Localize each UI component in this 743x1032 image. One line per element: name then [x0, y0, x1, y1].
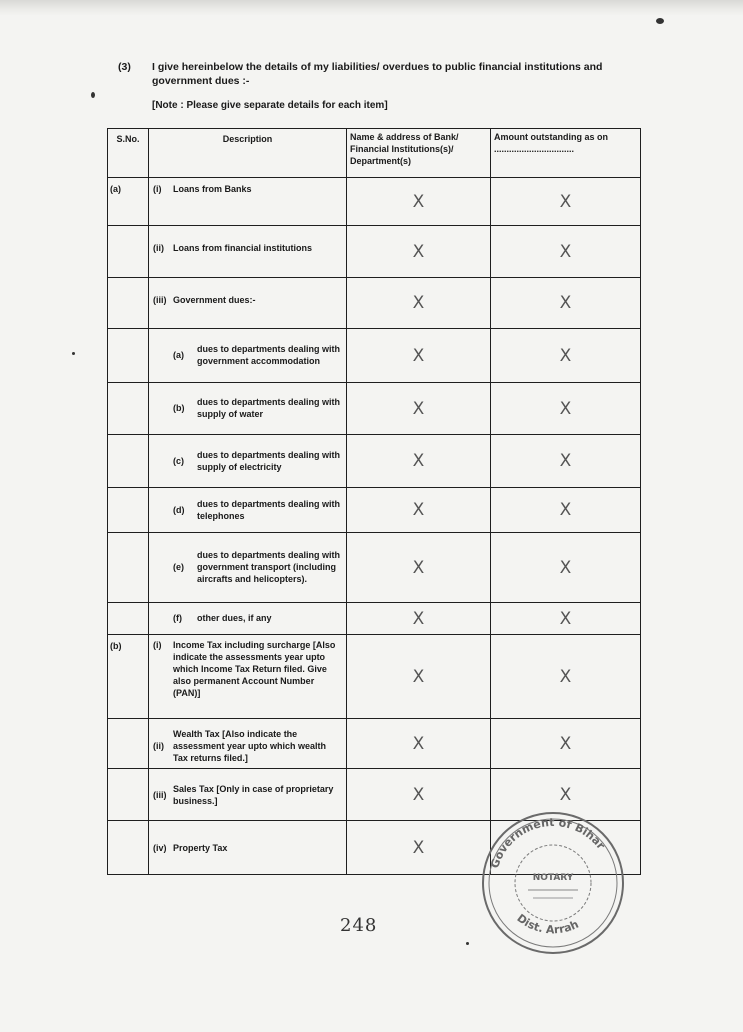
row-sno — [108, 488, 149, 533]
amount-cross-mark: X — [491, 603, 641, 635]
row-description — [149, 488, 347, 533]
bank-cross-mark: X — [347, 603, 491, 635]
svg-text:NOTARY: NOTARY — [532, 873, 574, 883]
scan-speck — [656, 18, 664, 24]
row-letter: (c) — [173, 455, 184, 466]
row-desc-text: dues to departments dealing with supply of water — [197, 397, 341, 419]
table-row — [108, 435, 641, 488]
table-row — [108, 719, 641, 769]
row-sno — [108, 435, 149, 488]
amount-cross-mark: X — [491, 719, 641, 769]
scan-speck — [72, 352, 75, 355]
page-number: 248 — [340, 915, 378, 936]
row-sno: (b) — [108, 635, 149, 719]
bank-cross-mark: X — [347, 821, 491, 875]
row-description — [149, 383, 347, 435]
bank-cross-mark: X — [347, 769, 491, 821]
row-sno — [108, 383, 149, 435]
table-row — [108, 635, 641, 719]
row-roman: (ii) — [153, 243, 164, 253]
row-description — [149, 435, 347, 488]
row-description — [149, 821, 347, 875]
row-roman: (ii) — [153, 741, 164, 751]
row-letter: (e) — [173, 562, 184, 572]
row-sno — [108, 603, 149, 635]
row-description — [149, 635, 347, 719]
row-desc-text: dues to departments dealing with telephones — [197, 498, 341, 521]
row-roman: (iii) — [153, 790, 167, 800]
scan-top-edge — [0, 0, 743, 16]
row-sno — [108, 278, 149, 329]
section-heading-text: I give hereinbelow the details of my liabilities/ overdues to public financial institutions and government dues :- — [152, 61, 603, 87]
svg-text:Dist. Arrah: Dist. Arrah — [514, 911, 581, 937]
row-sno — [108, 533, 149, 603]
row-description — [149, 329, 347, 383]
row-letter: (d) — [173, 504, 185, 515]
amount-cross-mark: X — [491, 635, 641, 719]
bank-cross-mark: X — [347, 278, 491, 329]
table-row — [108, 383, 641, 435]
amount-cross-mark: X — [491, 178, 641, 226]
row-roman: (i) — [153, 640, 162, 650]
bank-cross-mark: X — [347, 719, 491, 769]
row-desc-text: Income Tax including surcharge [Also indicate the assessments year upto which Income Tax Return filed. Give also permanent Account Number (PAN)] — [173, 640, 336, 698]
header-amount: Amount outstanding as on ................................ — [491, 129, 641, 178]
table-row — [108, 533, 641, 603]
table-row — [108, 603, 641, 635]
amount-cross-mark: X — [491, 278, 641, 329]
row-roman: (i) — [153, 184, 162, 194]
table-row — [108, 488, 641, 533]
table-row — [108, 278, 641, 329]
row-description — [149, 278, 347, 329]
row-letter: (b) — [173, 403, 185, 413]
row-desc-text: Loans from financial institutions — [173, 243, 313, 253]
row-desc-text: Government dues:- — [173, 295, 256, 305]
row-sno: (a) — [108, 178, 149, 226]
header-description: Description — [149, 129, 347, 178]
bank-cross-mark: X — [347, 635, 491, 719]
table-row — [108, 329, 641, 383]
row-description — [149, 719, 347, 769]
row-desc-text: dues to departments dealing with government accommodation — [197, 344, 341, 366]
row-description — [149, 603, 347, 635]
row-sno — [108, 329, 149, 383]
bank-cross-mark: X — [347, 383, 491, 435]
row-letter: (f) — [173, 613, 182, 623]
header-bank: Name & address of Bank/ Financial Institutions(s)/ Department(s) — [347, 129, 491, 178]
row-sno — [108, 226, 149, 278]
row-desc-text: Sales Tax [Only in case of proprietary business.] — [173, 784, 334, 806]
section-note: [Note : Please give separate details for each item] — [152, 100, 388, 111]
row-desc-text: Property Tax — [173, 843, 228, 853]
row-desc-text: dues to departments dealing with government transport (including aircrafts and helicopters). — [197, 550, 341, 584]
row-roman: (iii) — [153, 295, 167, 305]
row-desc-text: Loans from Banks — [173, 184, 252, 194]
amount-cross-mark: X — [491, 226, 641, 278]
bank-cross-mark: X — [347, 435, 491, 488]
notary-stamp-seal — [478, 808, 628, 958]
table-row — [108, 226, 641, 278]
scan-speck — [466, 942, 469, 945]
row-sno — [108, 719, 149, 769]
table-row — [108, 178, 641, 226]
header-sno: S.No. — [108, 129, 149, 178]
svg-text:Government of Bihar: Government of Bihar — [488, 815, 608, 870]
row-description — [149, 226, 347, 278]
bank-cross-mark: X — [347, 329, 491, 383]
row-sno — [108, 821, 149, 875]
table-header-row — [108, 129, 641, 178]
row-desc-text: Wealth Tax [Also indicate the assessment year upto which wealth Tax returns filed.] — [173, 729, 327, 763]
row-sno — [108, 769, 149, 821]
amount-cross-mark: X — [491, 435, 641, 488]
section-number: (3) — [118, 61, 131, 73]
amount-cross-mark: X — [491, 383, 641, 435]
row-roman: (iv) — [153, 843, 167, 853]
amount-cross-mark: X — [491, 769, 641, 821]
amount-cross-mark: X — [491, 533, 641, 603]
bank-cross-mark: X — [347, 178, 491, 226]
scan-speck — [91, 92, 95, 98]
amount-cross-mark: X — [491, 488, 641, 533]
row-description — [149, 533, 347, 603]
liabilities-table — [107, 128, 641, 875]
row-letter: (a) — [173, 350, 184, 360]
row-description — [149, 769, 347, 821]
bank-cross-mark: X — [347, 488, 491, 533]
amount-cross-mark: X — [491, 329, 641, 383]
row-description — [149, 178, 347, 226]
bank-cross-mark: X — [347, 533, 491, 603]
row-desc-text: dues to departments dealing with supply of electricity — [197, 449, 341, 472]
bank-cross-mark: X — [347, 226, 491, 278]
row-desc-text: other dues, if any — [197, 613, 272, 623]
